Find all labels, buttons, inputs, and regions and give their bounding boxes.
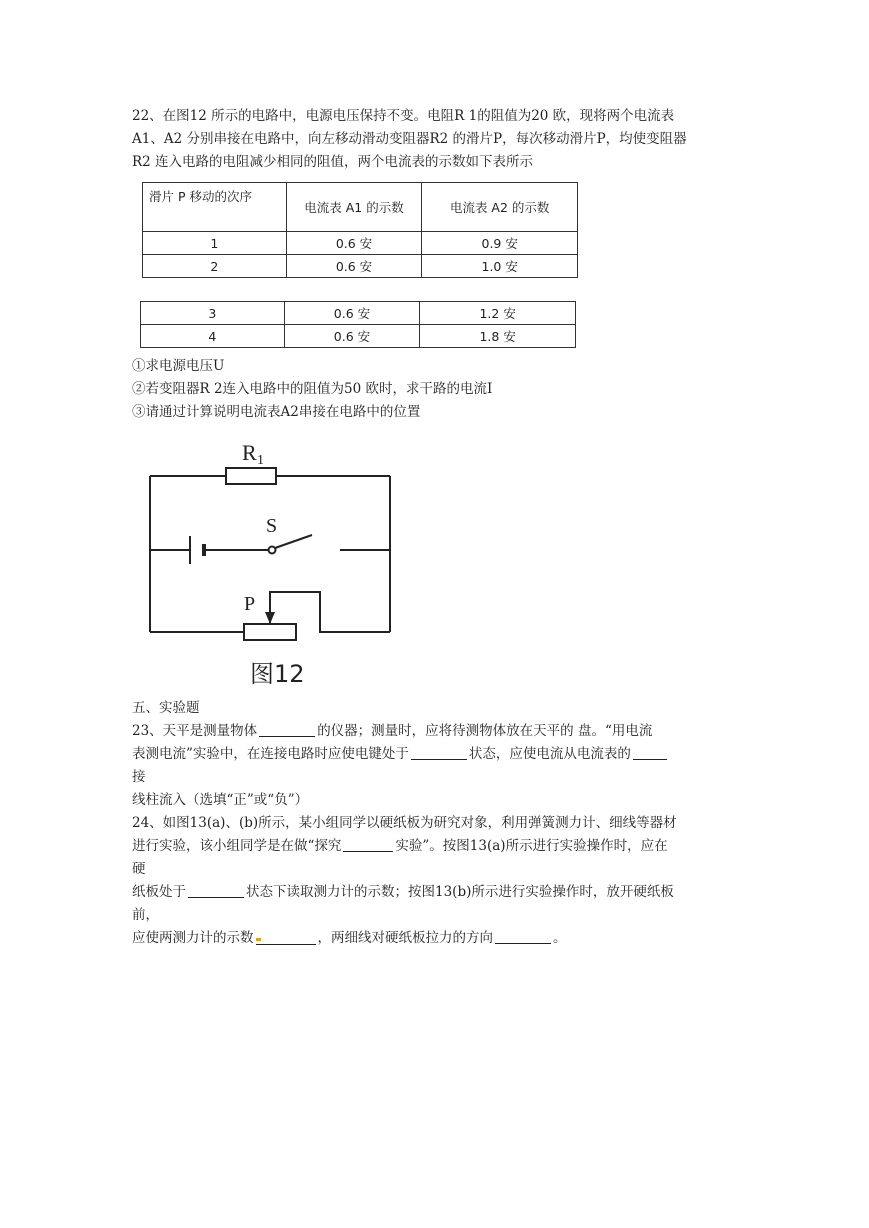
cell: 0.9 安: [422, 232, 578, 255]
label-r1-sub: 1: [257, 453, 264, 468]
circuit-diagram: [140, 432, 400, 692]
text: 实验”。按图13(a)所示进行实验操作时，应在: [395, 838, 668, 854]
text: 。: [553, 930, 567, 946]
label-p: P: [244, 593, 256, 615]
q23-line2: [132, 744, 669, 764]
rheostat-r2: [244, 624, 296, 640]
resistor-r1: [226, 468, 276, 484]
text: 23、天平是测量物体: [132, 723, 258, 739]
q24-line6: [132, 928, 567, 948]
text: 纸板处于: [132, 884, 186, 900]
cell: 0.6 安: [284, 325, 420, 348]
answer-blank[interactable]: [411, 745, 467, 760]
header-a1: 电流表 A1 的示数: [286, 183, 422, 232]
cell: 3: [141, 302, 285, 325]
switch-pivot: [269, 547, 276, 554]
text: 状态下读取测力计的示数；按图13(b)所示进行实验操作时，放开硬纸板: [246, 884, 674, 900]
q22-line3: R2 连入电路的电阻减少相同的阻值，两个电流表的示数如下表所示: [132, 154, 534, 170]
answer-blank[interactable]: [495, 929, 551, 944]
q24-line3: 硬: [132, 861, 146, 877]
table-row: [141, 325, 576, 348]
q24-line4: [132, 882, 674, 902]
table-row: [143, 255, 578, 278]
switch-blade: [275, 535, 312, 548]
header-a2: 电流表 A2 的示数: [422, 183, 578, 232]
section-title: 五、实验题: [132, 700, 200, 716]
q22-sub3: ③请通过计算说明电流表A2串接在电路中的位置: [132, 404, 421, 420]
text: ，两细线对硬纸板拉力的方向: [317, 930, 493, 946]
q23-line3: 接: [132, 769, 146, 785]
cell: 4: [141, 325, 285, 348]
table-row: [141, 302, 576, 325]
figure-caption: 图12: [250, 660, 305, 688]
q22-sub1: ①求电源电压U: [132, 358, 225, 374]
slider-arrowhead: [265, 612, 275, 624]
q23-line4: 线柱流入（选填“正”或“负”）: [132, 792, 309, 808]
text: 进行实验，该小组同学是在做“探究: [132, 838, 342, 854]
cell: 2: [143, 255, 287, 278]
q22-line1: 22、在图12 所示的电路中，电源电压保持不变。电阻R 1的阻值为20 欧，现将两个电流表: [132, 108, 675, 124]
text: 表测电流”实验中，在连接电路时应使电键处于: [132, 746, 409, 762]
artifact-dot: [256, 938, 261, 941]
q22-sub2: ②若变阻器R 2连入电路中的阻值为50 欧时，求干路的电流I: [132, 381, 493, 397]
cell: 1: [143, 232, 287, 255]
answer-blank[interactable]: [188, 883, 244, 898]
answer-blank[interactable]: [343, 837, 393, 852]
q23-line1: [132, 721, 652, 741]
label-s: S: [266, 515, 278, 537]
text: 的仪器；测量时，应将待测物体放在天平的 盘。“用电流: [317, 723, 653, 739]
table-header-row: [143, 183, 578, 232]
current-table-bottom: [140, 301, 576, 348]
label-r1: R: [242, 440, 257, 465]
text: 应使两测力计的示数: [132, 930, 254, 946]
cell: 1.8 安: [420, 325, 576, 348]
q22-line2: A1、A2 分别串接在电路中，向左移动滑动变阻器R2 的滑片P，每次移动滑片P，均使变阻器: [132, 131, 687, 147]
cell: 0.6 安: [286, 232, 422, 255]
answer-blank[interactable]: [256, 930, 316, 945]
q24-line2: [132, 836, 668, 856]
current-table-top: [142, 182, 578, 278]
answer-blank[interactable]: [259, 722, 315, 737]
table-row: [143, 232, 578, 255]
cell: 0.6 安: [284, 302, 420, 325]
q24-line1: 24、如图13(a)、(b)所示，某小组同学以硬纸板为研究对象，利用弹簧测力计、细线等器材: [132, 815, 677, 831]
text: 状态，应使电流从电流表的: [468, 746, 631, 762]
cell: 1.2 安: [420, 302, 576, 325]
answer-blank[interactable]: [633, 745, 667, 760]
cell: 0.6 安: [286, 255, 422, 278]
cell: 1.0 安: [422, 255, 578, 278]
header-order: 滑片 P 移动的次序: [143, 183, 287, 232]
q24-line5: 前，: [132, 907, 159, 923]
